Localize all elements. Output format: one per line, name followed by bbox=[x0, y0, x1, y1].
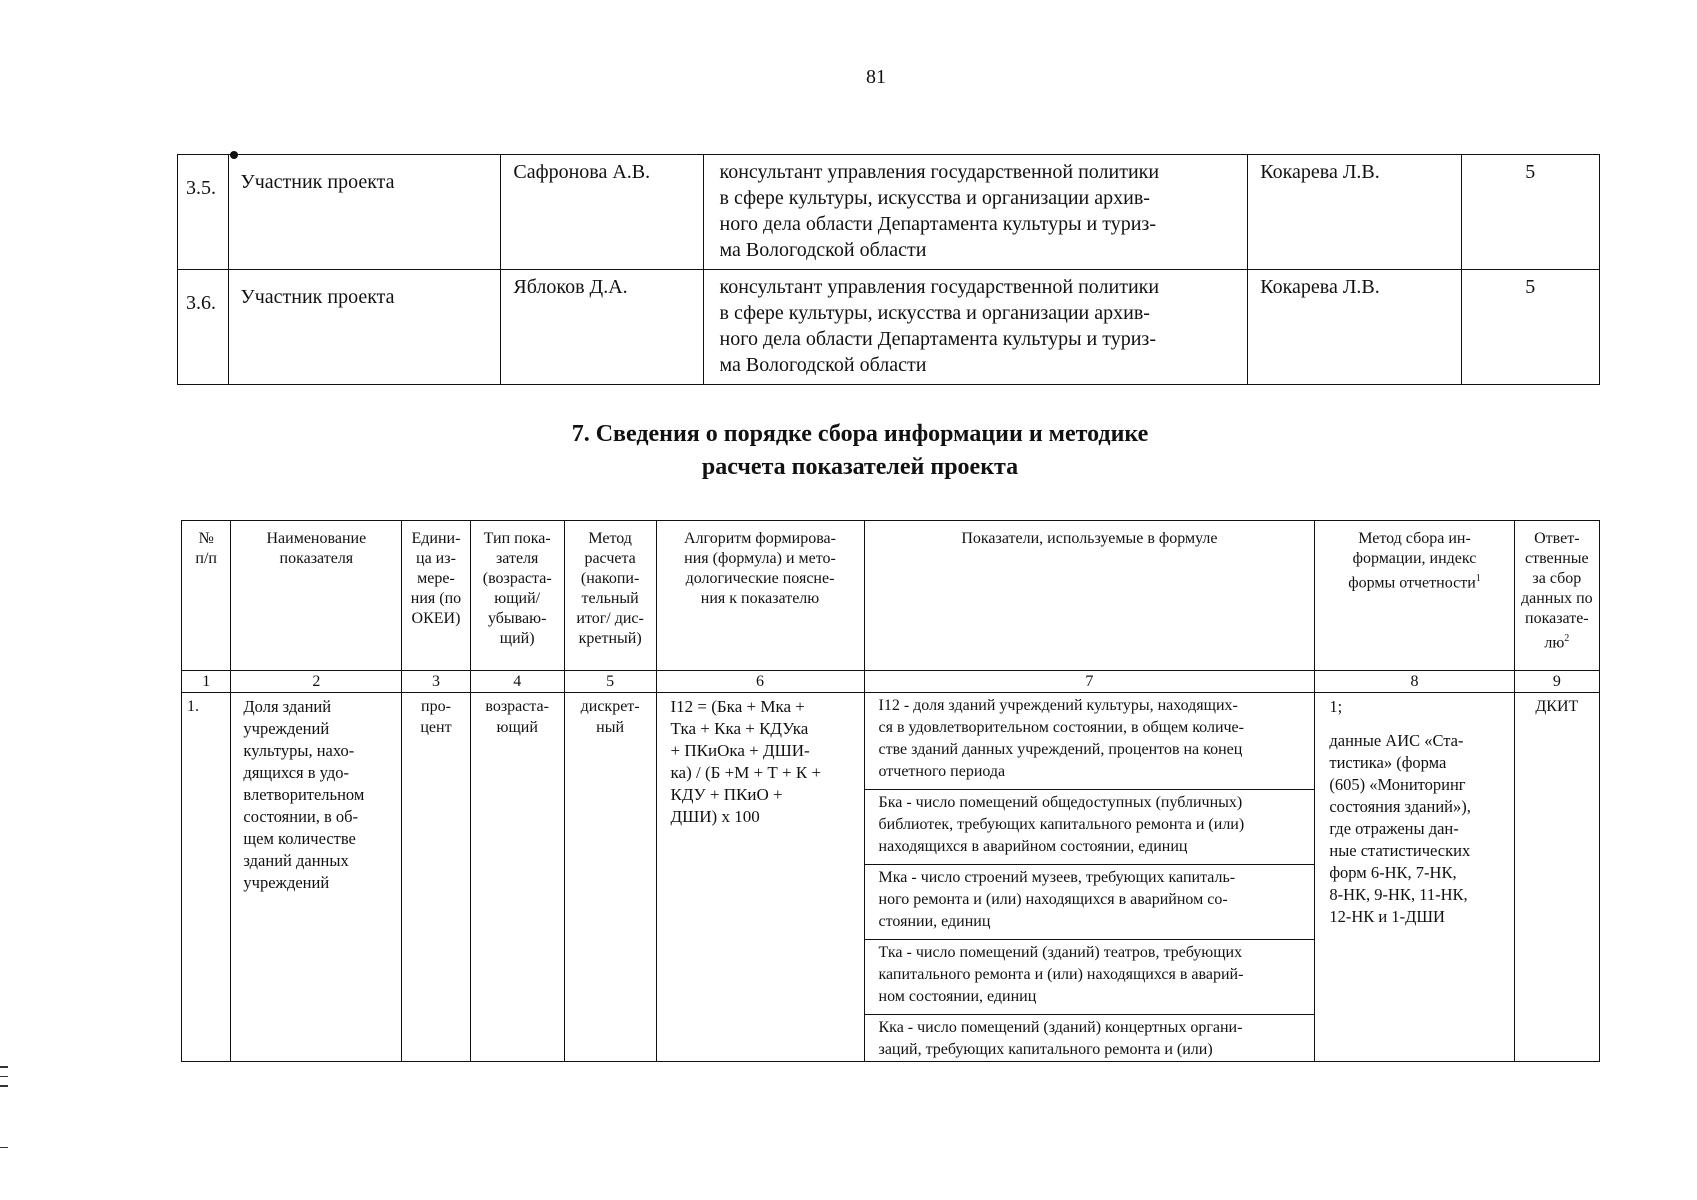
cell-line: ном состоянии, единиц bbox=[878, 988, 1037, 1005]
cell-line: дискрет- bbox=[580, 698, 640, 715]
cell-line: учреждений bbox=[243, 719, 330, 738]
responsible: ДКИТ bbox=[1514, 693, 1599, 1062]
cell-line: где отражены дан- bbox=[1329, 819, 1459, 838]
cell-line: I12 - доля зданий учреждений культуры, находящих- bbox=[878, 697, 1238, 714]
header-line: ния (формула) и мето- bbox=[684, 550, 836, 567]
position-line: ма Вологодской области bbox=[719, 354, 927, 376]
page-number: 81 bbox=[866, 66, 886, 88]
header-line-text: лю bbox=[1544, 634, 1565, 652]
cell-line: зданий данных bbox=[243, 851, 349, 870]
cell-line: 8-НК, 9-НК, 11-НК, bbox=[1329, 885, 1468, 904]
cell-line: Тка + Кка + КДУка bbox=[670, 719, 809, 738]
header-line: за сбор bbox=[1532, 570, 1582, 587]
header-num bbox=[182, 521, 231, 671]
header-line: Показатели, используемые в формуле bbox=[961, 530, 1218, 547]
cell-line: 1; bbox=[1329, 697, 1343, 716]
column-number: 4 bbox=[470, 671, 564, 693]
cell-line: форм 6-НК, 7-НК, bbox=[1329, 863, 1457, 882]
column-number: 5 bbox=[564, 671, 656, 693]
column-number: 3 bbox=[402, 671, 470, 693]
cell-line: стоянии, единиц bbox=[878, 913, 991, 930]
header-line: ца из- bbox=[416, 550, 456, 567]
variable-item bbox=[865, 865, 1315, 940]
section-title bbox=[560, 418, 1160, 484]
position-line: ма Вологодской области bbox=[719, 239, 927, 261]
cell-line: дящихся в удо- bbox=[243, 763, 350, 782]
participant-value: 5 bbox=[1461, 270, 1600, 385]
cell-line: щем количестве bbox=[243, 829, 356, 848]
cell-line: находящихся в аварийном состоянии, единиц bbox=[878, 838, 1188, 855]
cell-line: КДУ + ПКиО + bbox=[670, 785, 783, 804]
margin-marks bbox=[0, 1066, 8, 1156]
indicator-algorithm bbox=[656, 693, 864, 1062]
header-line: п/п bbox=[195, 550, 217, 567]
header-unit bbox=[402, 521, 470, 671]
header-algorithm bbox=[656, 521, 864, 671]
participant-supervisor: Кокарева Л.В. bbox=[1248, 155, 1461, 270]
position-line: ного дела области Департамента культуры и туриз- bbox=[719, 213, 1156, 235]
cell-line: состоянии, в об- bbox=[243, 807, 359, 826]
participant-num: 3.5. bbox=[178, 155, 229, 270]
indicator-name bbox=[231, 693, 402, 1062]
header-line: расчета bbox=[584, 550, 636, 567]
collection-method bbox=[1315, 693, 1514, 1062]
header-collection bbox=[1315, 521, 1514, 671]
header-line: Алгоритм формирова- bbox=[684, 530, 836, 547]
cell-line: тистика» (форма bbox=[1329, 753, 1447, 772]
header-line: формации, индекс bbox=[1352, 550, 1477, 567]
column-number: 6 bbox=[656, 671, 864, 693]
cell-line: Доля зданий bbox=[243, 697, 332, 716]
cell-line: данные АИС «Ста- bbox=[1329, 731, 1464, 750]
participant-num: 3.6. bbox=[178, 270, 229, 385]
header-line: показате- bbox=[1525, 610, 1589, 627]
header-line: показателя bbox=[279, 550, 354, 567]
cell-line: культуры, нахо- bbox=[243, 741, 355, 760]
header-line: Тип пока- bbox=[483, 530, 551, 547]
table-header-row bbox=[182, 521, 1600, 671]
cell-line: про- bbox=[421, 698, 451, 715]
cell-line: ДШИ) х 100 bbox=[670, 807, 760, 826]
header-type bbox=[470, 521, 564, 671]
position-line: ного дела области Департамента культуры и туриз- bbox=[719, 328, 1156, 350]
cell-line: ного ремонта и (или) находящихся в аварийном со- bbox=[878, 891, 1228, 908]
cell-line: ющий bbox=[496, 719, 538, 736]
header-line: щий) bbox=[499, 630, 535, 647]
indicator-method bbox=[564, 693, 656, 1062]
indicators-table bbox=[181, 520, 1600, 1062]
participant-supervisor: Кокарева Л.В. bbox=[1248, 270, 1461, 385]
column-number: 9 bbox=[1514, 671, 1599, 693]
column-number-row bbox=[182, 671, 1600, 693]
participant-value: 5 bbox=[1461, 155, 1600, 270]
cell-line: Бка - число помещений общедоступных (публичных) bbox=[878, 794, 1243, 811]
cell-line: стве зданий данных учреждений, процентов на конец bbox=[878, 741, 1243, 758]
cell-line: отчетного периода bbox=[878, 763, 1006, 780]
cell-line: ка) / (Б +М + Т + К + bbox=[670, 763, 822, 782]
section-title-line: расчета показателей проекта bbox=[701, 454, 1019, 480]
header-line: данных по bbox=[1520, 590, 1593, 607]
header-line: № bbox=[198, 530, 214, 547]
cell-line: влетворительном bbox=[243, 785, 365, 804]
variable-item bbox=[865, 1015, 1315, 1061]
participant-position bbox=[703, 270, 1248, 385]
header-line: зателя bbox=[495, 550, 539, 567]
table-row bbox=[178, 270, 1600, 385]
header-line: Едини- bbox=[411, 530, 461, 547]
position-line: консультант управления государственной политики bbox=[719, 276, 1160, 298]
header-line: Наименование bbox=[266, 530, 367, 547]
cell-line: ные статистических bbox=[1329, 841, 1471, 860]
cell-line: ся в удовлетворительном состоянии, в общем количе- bbox=[878, 719, 1244, 736]
footnote-marker: 1 bbox=[1475, 573, 1481, 584]
header-line: мере- bbox=[417, 570, 455, 587]
header-line bbox=[1320, 569, 1508, 593]
cell-line: учреждений bbox=[243, 873, 330, 892]
header-name bbox=[231, 521, 402, 671]
participant-name: Сафронова А.В. bbox=[501, 155, 703, 270]
footnote-marker: 2 bbox=[1564, 633, 1570, 644]
participant-position bbox=[703, 155, 1248, 270]
header-line: дологические поясне- bbox=[685, 570, 835, 587]
header-line-text: формы отчетности bbox=[1348, 574, 1476, 592]
cell-line: заций, требующих капитального ремонта и (или) bbox=[878, 1041, 1213, 1058]
column-number: 8 bbox=[1315, 671, 1514, 693]
header-line: (накопи- bbox=[580, 570, 640, 587]
column-number: 1 bbox=[182, 671, 231, 693]
column-number: 2 bbox=[231, 671, 402, 693]
position-line: в сфере культуры, искусства и организации архив- bbox=[719, 187, 1150, 209]
table-row bbox=[178, 155, 1600, 270]
cell-line: Тка - число помещений (зданий) театров, требующих bbox=[878, 944, 1243, 961]
header-variables bbox=[864, 521, 1315, 671]
variable-item bbox=[865, 940, 1315, 1015]
variable-item bbox=[865, 693, 1315, 790]
row-num: 1. bbox=[182, 693, 231, 1062]
header-line: ющий/ bbox=[494, 590, 541, 607]
header-responsible bbox=[1514, 521, 1599, 671]
cell-line: состояния зданий»), bbox=[1329, 797, 1471, 816]
header-line: ния к показателю bbox=[700, 590, 820, 607]
header-line: кретный) bbox=[578, 630, 642, 647]
header-line: ственные bbox=[1525, 550, 1589, 567]
header-line: ОКЕИ) bbox=[411, 610, 461, 627]
participant-role: Участник проекта bbox=[228, 155, 501, 270]
header-method bbox=[564, 521, 656, 671]
cell-line: цент bbox=[420, 719, 452, 736]
participant-name: Яблоков Д.А. bbox=[501, 270, 703, 385]
indicator-unit bbox=[402, 693, 470, 1062]
variable-item bbox=[865, 790, 1315, 865]
cell-line: Мка - число строений музеев, требующих капиталь- bbox=[878, 869, 1236, 886]
header-line: убываю- bbox=[487, 610, 547, 627]
section-title-line: 7. Сведения о порядке сбора информации и методике bbox=[571, 421, 1149, 447]
header-line: тельный bbox=[581, 590, 639, 607]
cell-line: I12 = (Бка + Мка + bbox=[670, 697, 805, 716]
cell-line: возраста- bbox=[485, 698, 549, 715]
header-line: Метод bbox=[588, 530, 632, 547]
column-number: 7 bbox=[864, 671, 1315, 693]
table-row bbox=[182, 693, 1600, 1062]
header-line: Ответ- bbox=[1534, 530, 1580, 547]
cell-line: библиотек, требующих капитального ремонта и (или) bbox=[878, 816, 1245, 833]
cell-line: Кка - число помещений (зданий) концертных органи- bbox=[878, 1019, 1243, 1036]
header-line: итог/ дис- bbox=[576, 610, 644, 627]
cell-line: ный bbox=[596, 719, 625, 736]
participant-role: Участник проекта bbox=[228, 270, 501, 385]
header-line bbox=[1520, 629, 1594, 653]
header-line: Метод сбора ин- bbox=[1358, 530, 1471, 547]
position-line: в сфере культуры, искусства и организации архив- bbox=[719, 302, 1150, 324]
cell-line: 12-НК и 1-ДШИ bbox=[1329, 907, 1445, 926]
formula-variables bbox=[864, 693, 1315, 1062]
position-line: консультант управления государственной политики bbox=[719, 161, 1160, 183]
indicator-type bbox=[470, 693, 564, 1062]
cell-line: (605) «Мониторинг bbox=[1329, 775, 1466, 794]
header-line: ния (по bbox=[410, 590, 462, 607]
cell-line: + ПКиОка + ДШИ- bbox=[670, 741, 810, 760]
header-line: (возраста- bbox=[482, 570, 552, 587]
cell-line: капитального ремонта и (или) находящихся в аварий- bbox=[878, 966, 1244, 983]
participants-table bbox=[177, 154, 1600, 385]
